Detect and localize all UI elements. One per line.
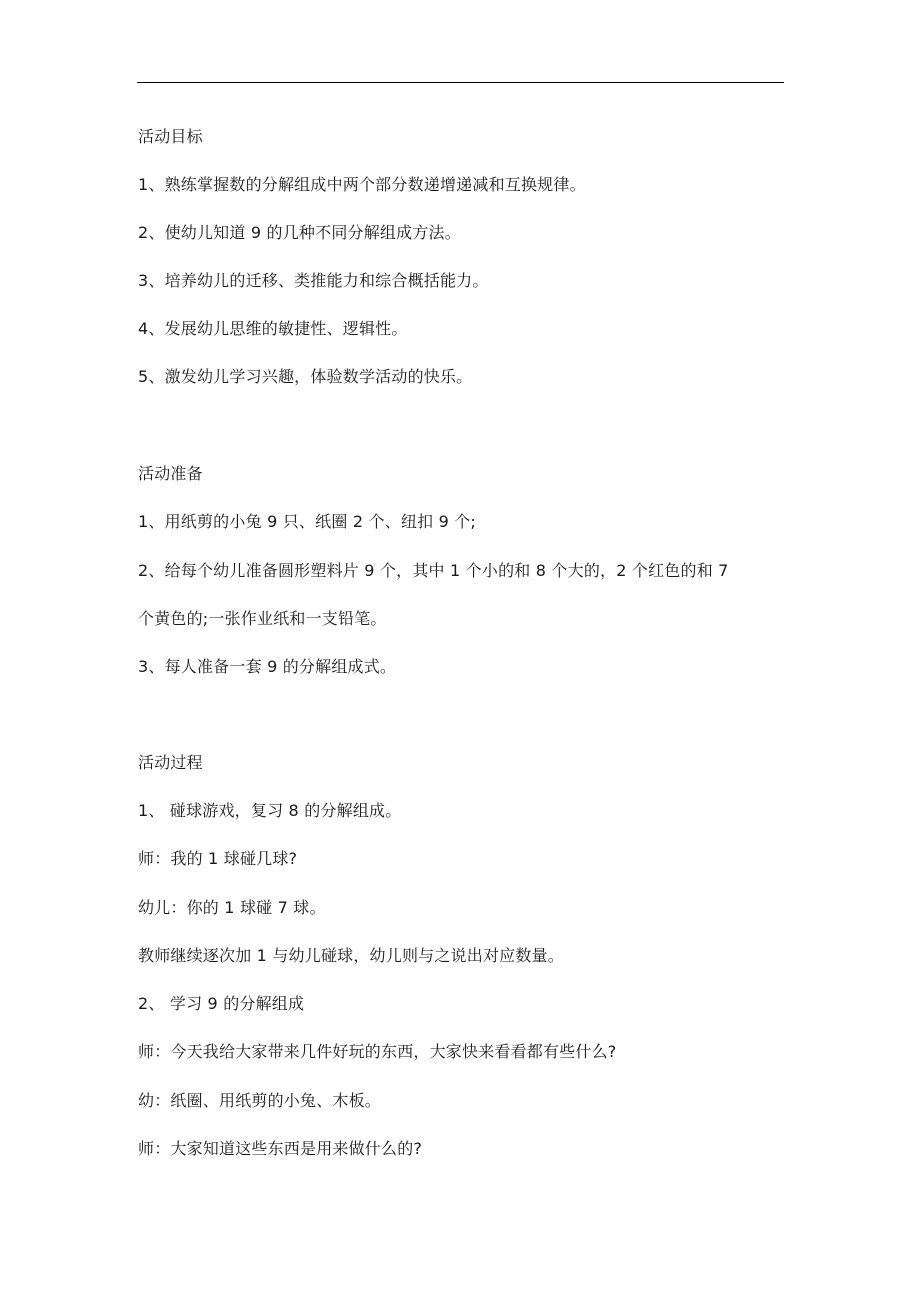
goal-item: 5、激发幼儿学习兴趣，体验数学活动的快乐。 bbox=[138, 367, 473, 386]
preparation-item: 3、每人准备一套 9 的分解组成式。 bbox=[138, 657, 397, 676]
process-line: 师：我的 1 球碰几球? bbox=[138, 849, 298, 868]
goal-item: 4、发展幼儿思维的敏捷性、逻辑性。 bbox=[138, 319, 408, 338]
preparation-item-continued: 个黄色的;一张作业纸和一支铅笔。 bbox=[138, 609, 387, 628]
section-heading-preparation: 活动准备 bbox=[138, 464, 203, 483]
process-line: 幼：纸圈、用纸剪的小兔、木板。 bbox=[138, 1091, 382, 1110]
process-line: 师：今天我给大家带来几件好玩的东西，大家快来看看都有些什么? bbox=[138, 1042, 617, 1061]
process-line: 幼儿：你的 1 球碰 7 球。 bbox=[138, 898, 326, 917]
goal-item: 3、培养幼儿的迁移、类推能力和综合概括能力。 bbox=[138, 271, 489, 290]
preparation-item: 1、用纸剪的小兔 9 只、纸圈 2 个、纽扣 9 个; bbox=[138, 512, 477, 531]
section-heading-goals: 活动目标 bbox=[138, 127, 203, 146]
process-line: 教师继续逐次加 1 与幼儿碰球，幼儿则与之说出对应数量。 bbox=[138, 946, 564, 965]
section-heading-process: 活动过程 bbox=[138, 753, 203, 772]
process-line: 1、 碰球游戏，复习 8 的分解组成。 bbox=[138, 801, 402, 820]
goal-item: 2、使幼儿知道 9 的几种不同分解组成方法。 bbox=[138, 223, 461, 242]
process-line: 师：大家知道这些东西是用来做什么的? bbox=[138, 1139, 423, 1158]
goal-item: 1、熟练掌握数的分解组成中两个部分数递增递减和互换规律。 bbox=[138, 175, 586, 194]
preparation-item: 2、给每个幼儿准备圆形塑料片 9 个，其中 1 个小的和 8 个大的，2 个红色的和 7 bbox=[138, 561, 729, 580]
header-rule bbox=[137, 82, 784, 83]
process-line: 2、 学习 9 的分解组成 bbox=[138, 994, 305, 1013]
